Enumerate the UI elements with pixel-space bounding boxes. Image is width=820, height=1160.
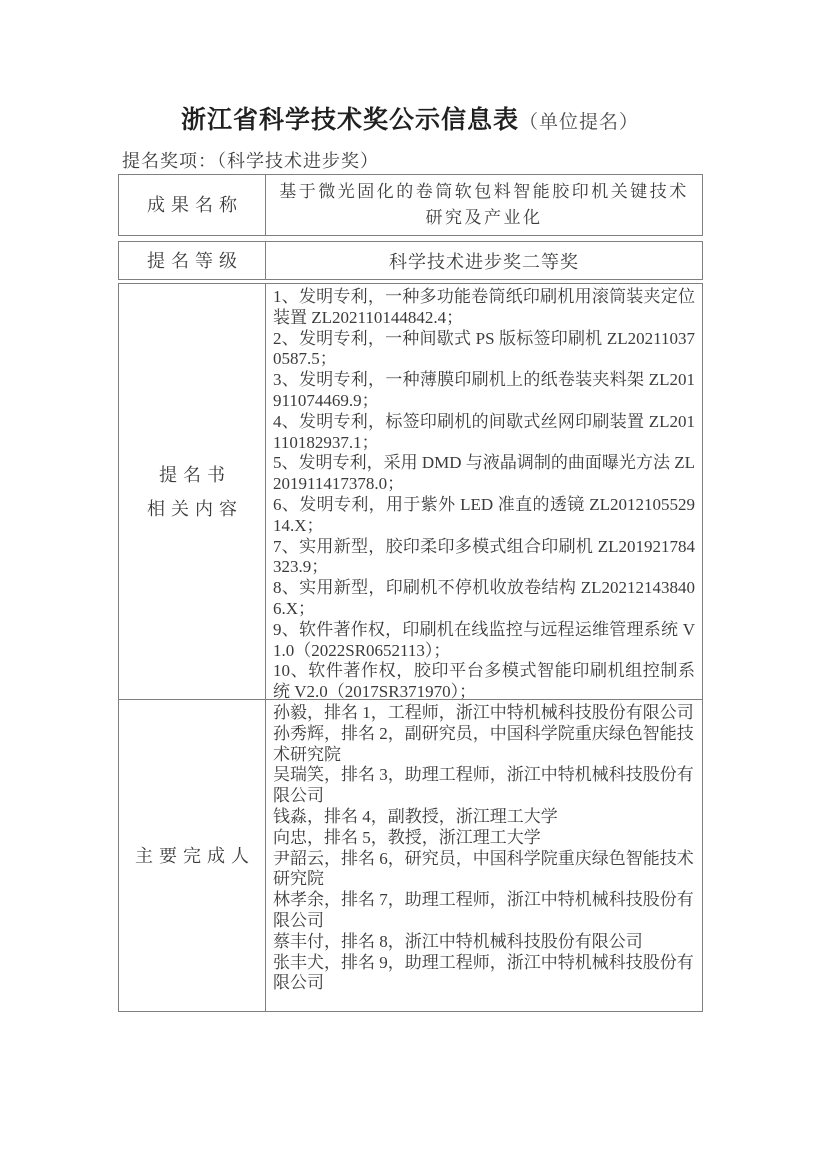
page-title-main: 浙江省科学技术奖公示信息表 — [180, 106, 519, 134]
nomination-item: 5、发明专利，采用 DMD 与液晶调制的曲面曝光方法 ZL201911417378.0； — [273, 453, 695, 494]
person-item: 钱淼，排名 4，副教授，浙江理工大学 — [273, 806, 558, 826]
grade-label: 提名等级 — [147, 250, 243, 271]
grade-label-cell — [119, 242, 266, 279]
person-item: 林孝余，排名 7，助理工程师，浙江中特机械科技股份有限公司 — [273, 890, 694, 930]
grade-value-cell — [266, 242, 702, 279]
page-title — [0, 100, 820, 136]
person-item: 吴瑞笑，排名 3，助理工程师，浙江中特机械科技股份有限公司 — [273, 765, 694, 806]
achievement-value-line2: 研究及产业化 — [425, 208, 543, 227]
nomination-item: 8、实用新型，印刷机不停机收放卷结构 ZL202121438406.X； — [273, 578, 695, 618]
award-category-line: 提名奖项：（科学技术进步奖） — [122, 151, 379, 171]
completers-list-cell — [266, 700, 702, 1011]
nomination-item: 3、发明专利，一种薄膜印刷机上的纸卷装夹料架 ZL201911074469.9； — [273, 370, 695, 410]
achievement-value-line1: 基于微光固化的卷筒软包料智能胶印机关键技术 — [279, 182, 689, 201]
person-item: 张丰犬，排名 9，助理工程师，浙江中特机械科技股份有限公司 — [273, 952, 694, 993]
nomination-item: 4、发明专利，标签印刷机的间歇式丝网印刷装置 ZL201110182937.1； — [273, 411, 695, 452]
table-row-nomination — [118, 283, 703, 700]
page-title-suffix: （单位提名） — [519, 112, 640, 133]
table-row-completers — [118, 699, 703, 1012]
person-item: 尹韶云，排名 6，研究员，中国科学院重庆绿色智能技术研究院 — [273, 848, 694, 889]
nomination-label-line2: 相关内容 — [147, 498, 243, 519]
person-item: 向忠，排名 5，教授，浙江理工大学 — [273, 827, 541, 847]
achievement-label: 成果名称 — [147, 195, 243, 215]
person-item: 孙毅，排名 1，工程师，浙江中特机械科技股份有限公司 — [273, 703, 694, 722]
person-item: 蔡丰付，排名 8，浙江中特机械科技股份有限公司 — [273, 931, 643, 951]
nomination-item: 6、发明专利，用于紫外 LED 准直的透镜 ZL201210552914.X； — [273, 494, 695, 535]
nomination-item: 9、软件著作权，印刷机在线监控与远程运维管理系统 V1.0（2022SR0652113）； — [273, 619, 695, 660]
table-row-grade — [118, 241, 703, 280]
completers-label: 主要完成人 — [135, 845, 255, 866]
nomination-item: 10、软件著作权，胶印平台多模式智能印刷机组控制系统 V2.0（2017SR371970）； — [273, 661, 695, 702]
achievement-label-cell — [119, 175, 266, 235]
table-row-achievement — [118, 174, 703, 236]
nomination-items-cell — [266, 284, 702, 702]
grade-value: 科学技术进步奖二等奖 — [389, 251, 579, 272]
nomination-item: 2、发明专利，一种间歇式 PS 版标签印刷机 ZL202110370587.5； — [273, 328, 695, 369]
completers-label-cell — [119, 700, 266, 1011]
achievement-value-cell — [266, 175, 702, 235]
nomination-label-line1: 提名书 — [159, 464, 231, 485]
nomination-item: 7、实用新型，胶印柔印多模式组合印刷机 ZL201921784323.9； — [273, 536, 695, 577]
info-table — [118, 174, 703, 1012]
nomination-item: 1、发明专利，一种多功能卷筒纸印刷机用滚筒装夹定位装置 ZL202110144842.4； — [273, 287, 695, 327]
nomination-label-cell — [119, 284, 266, 699]
person-item: 孙秀辉，排名 2，副研究员，中国科学院重庆绿色智能技术研究院 — [273, 723, 694, 764]
